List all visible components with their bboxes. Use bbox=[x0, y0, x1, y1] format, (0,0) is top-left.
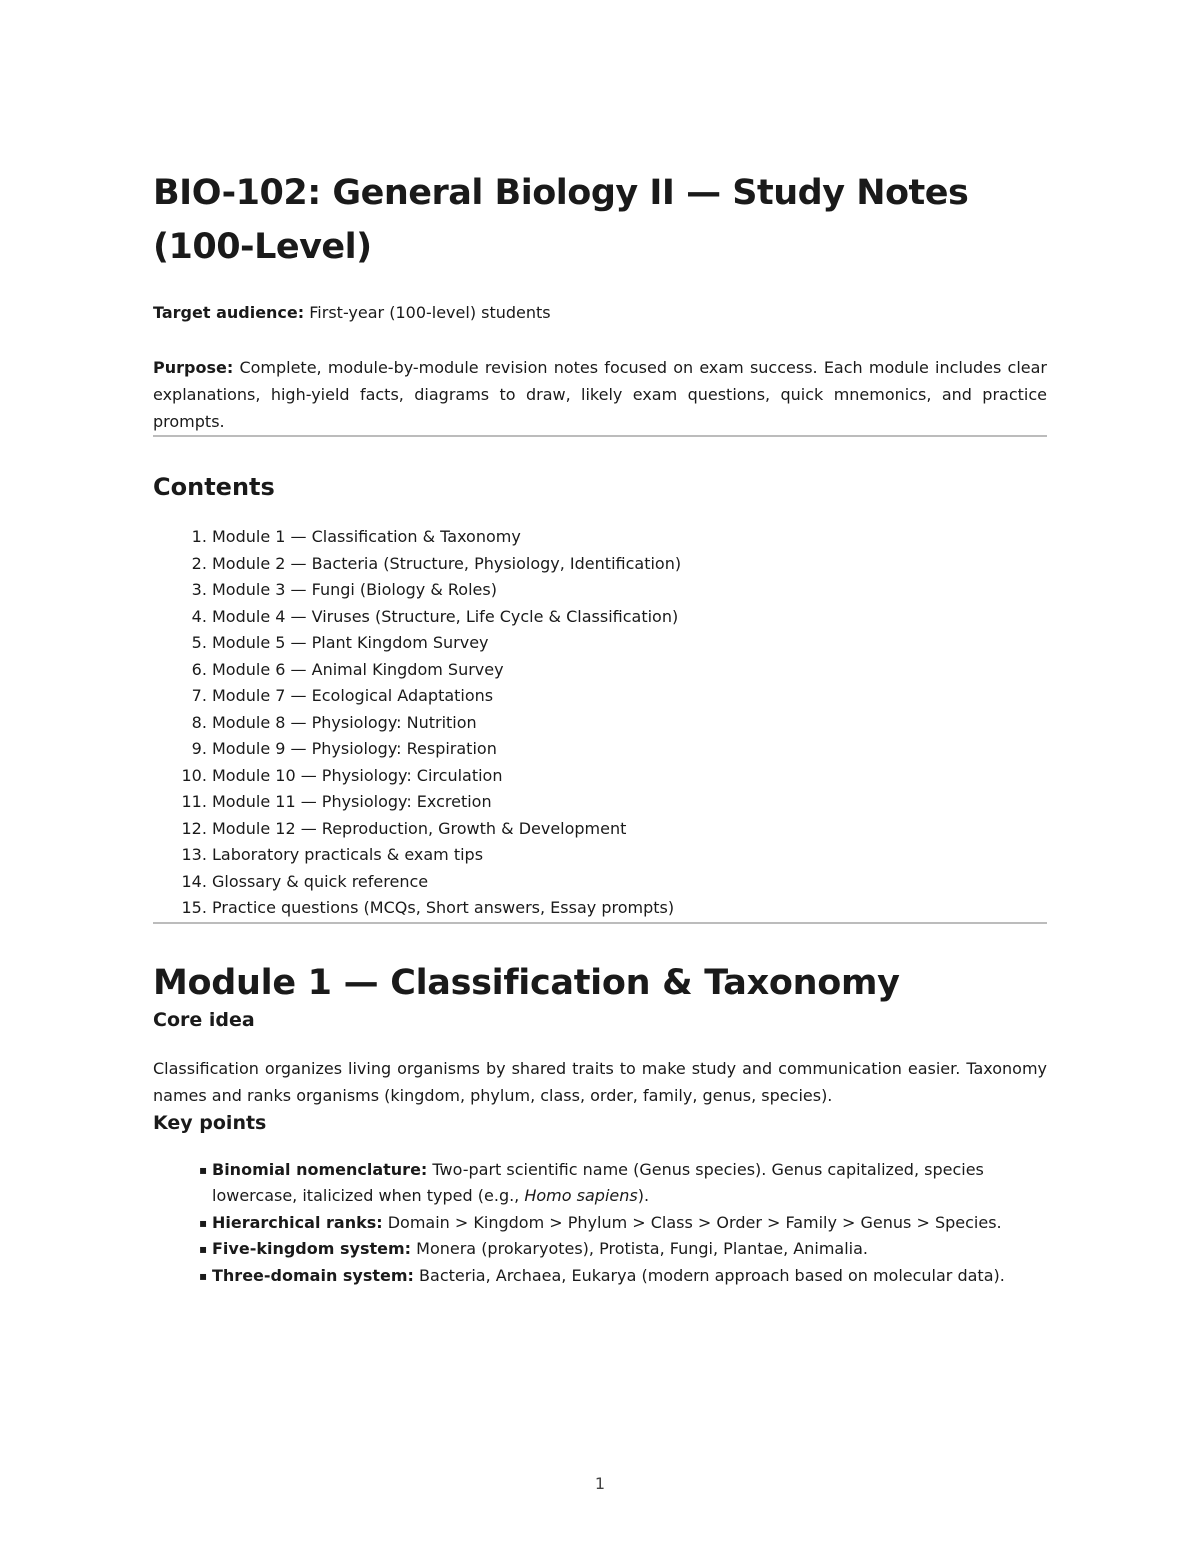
purpose-text: Complete, module-by-module revision notes focused on exam success. Each module includes clear explanations, high-yield facts, diagrams to draw, likely exam questions, quick mnemonics, and practice prompts. bbox=[153, 358, 1047, 431]
key-points-list bbox=[153, 1157, 1047, 1290]
key-point-tail: ). bbox=[637, 1186, 650, 1205]
document-page bbox=[153, 166, 1047, 1289]
key-point-text: Two-part scientific name (Genus species). Genus capitalized, species lowercase, italicized when typed (e.g., bbox=[212, 1159, 984, 1205]
key-point-text: Bacteria, Archaea, Eukarya (modern approach based on molecular data). bbox=[419, 1265, 1005, 1285]
document-title: BIO-102: General Biology II — Study Notes (100-Level) bbox=[153, 173, 969, 267]
page-number: 1 bbox=[594, 1474, 606, 1493]
key-point-label: Five-kingdom system: bbox=[212, 1239, 412, 1258]
contents-item: 1. Module 1 — Classification & Taxonomy bbox=[212, 524, 1047, 551]
contents-item: 14. Glossary & quick reference bbox=[212, 869, 1047, 896]
contents-item: 6. Module 6 — Animal Kingdom Survey bbox=[212, 657, 1047, 684]
key-point bbox=[212, 1236, 1047, 1263]
key-point bbox=[212, 1263, 1047, 1290]
key-point-label: Hierarchical ranks: bbox=[212, 1212, 383, 1232]
target-audience-label: Target audience: bbox=[153, 303, 305, 322]
key-point bbox=[212, 1157, 1047, 1210]
purpose bbox=[153, 354, 1047, 435]
table-of-contents bbox=[153, 524, 1047, 922]
divider bbox=[153, 922, 1047, 924]
core-idea-text: Classification organizes living organisms by shared traits to make study and communication easier. Taxonomy names and ranks organisms (kingdom, phylum, class, order, family, genus, species). bbox=[153, 1058, 1047, 1105]
contents-item: 7. Module 7 — Ecological Adaptations bbox=[212, 683, 1047, 710]
key-point-example: Homo sapiens bbox=[524, 1186, 638, 1205]
contents-heading: Contents bbox=[153, 473, 275, 501]
key-point-text: Monera (prokaryotes), Protista, Fungi, Plantae, Animalia. bbox=[416, 1239, 868, 1258]
key-point bbox=[212, 1210, 1047, 1237]
contents-item: 4. Module 4 — Viruses (Structure, Life Cycle & Classification) bbox=[212, 604, 1047, 631]
module-1-title: Module 1 — Classification & Taxonomy bbox=[153, 962, 900, 1003]
core-idea-heading: Core idea bbox=[153, 1008, 255, 1031]
key-point-label: Binomial nomenclature: bbox=[212, 1159, 428, 1179]
key-point-text: Domain > Kingdom > Phylum > Class > Order > Family > Genus > Species. bbox=[387, 1212, 1002, 1232]
contents-item: 2. Module 2 — Bacteria (Structure, Physiology, Identification) bbox=[212, 551, 1047, 578]
contents-item: 13. Laboratory practicals & exam tips bbox=[212, 842, 1047, 869]
contents-item: 3. Module 3 — Fungi (Biology & Roles) bbox=[212, 577, 1047, 604]
target-audience bbox=[153, 299, 1047, 326]
contents-item: 15. Practice questions (MCQs, Short answers, Essay prompts) bbox=[212, 895, 1047, 922]
divider bbox=[153, 435, 1047, 437]
contents-item: 5. Module 5 — Plant Kingdom Survey bbox=[212, 630, 1047, 657]
contents-item: 11. Module 11 — Physiology: Excretion bbox=[212, 789, 1047, 816]
purpose-label: Purpose: bbox=[153, 358, 234, 377]
target-audience-text: First-year (100-level) students bbox=[309, 303, 551, 322]
key-points-heading: Key points bbox=[153, 1111, 267, 1134]
contents-item: 10. Module 10 — Physiology: Circulation bbox=[212, 763, 1047, 790]
contents-item: 12. Module 12 — Reproduction, Growth & Development bbox=[212, 816, 1047, 843]
key-point-label: Three-domain system: bbox=[212, 1265, 414, 1285]
contents-item: 8. Module 8 — Physiology: Nutrition bbox=[212, 710, 1047, 737]
contents-item: 9. Module 9 — Physiology: Respiration bbox=[212, 736, 1047, 763]
